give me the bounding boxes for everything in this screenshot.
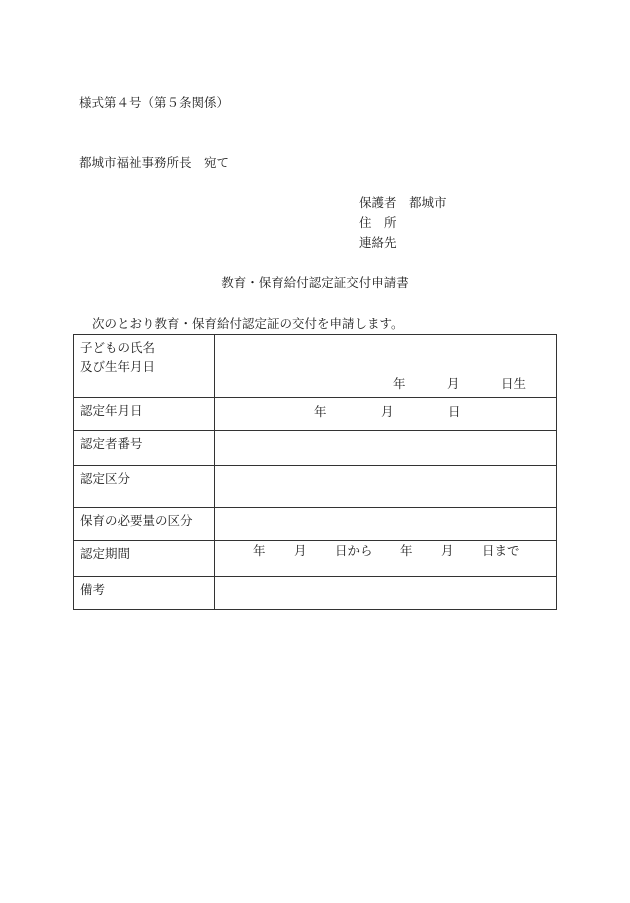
table-row	[74, 466, 557, 508]
child-name-cell[interactable]	[215, 335, 557, 398]
guardian-block	[359, 197, 447, 257]
start-year-unit: 年	[253, 543, 266, 558]
application-table	[73, 334, 557, 610]
certification-period-label: 認定期間	[74, 541, 215, 577]
birth-day-unit: 日生	[501, 376, 527, 391]
table-row	[74, 541, 557, 577]
table-row	[74, 431, 557, 466]
contact-line: 連絡先	[359, 235, 397, 250]
document-title: 教育・保育給付認定証交付申請書	[221, 275, 409, 290]
table-row	[74, 335, 557, 398]
table-row	[74, 508, 557, 541]
form-number: 様式第４号（第５条関係）	[79, 95, 230, 110]
start-month-unit: 月	[294, 543, 307, 558]
address-line: 住 所	[359, 215, 397, 230]
care-need-category-label: 保育の必要量の区分	[74, 508, 215, 541]
care-need-category-cell[interactable]	[215, 508, 557, 541]
table-row	[74, 577, 557, 610]
certification-category-label: 認定区分	[74, 466, 215, 508]
end-month-unit: 月	[441, 543, 454, 558]
table-row	[74, 398, 557, 431]
addressee: 都城市福祉事務所長 宛て	[79, 155, 230, 170]
end-until-text: 日まで	[482, 543, 520, 558]
certification-date-cell[interactable]	[215, 398, 557, 431]
certificate-number-cell[interactable]	[215, 431, 557, 466]
end-year-unit: 年	[400, 543, 413, 558]
cert-day-unit: 日	[448, 404, 461, 419]
certification-period-cell[interactable]	[215, 541, 557, 577]
intro-text: 次のとおり教育・保育給付認定証の交付を申請します。	[92, 316, 404, 331]
cert-month-unit: 月	[381, 404, 394, 419]
birth-month-unit: 月	[447, 376, 460, 391]
cert-year-unit: 年	[314, 404, 327, 419]
certificate-number-label: 認定者番号	[74, 431, 215, 466]
certification-category-cell[interactable]	[215, 466, 557, 508]
guardian-line: 保護者 都城市	[359, 195, 447, 210]
label-line: 及び生年月日	[80, 359, 156, 374]
remarks-label: 備考	[74, 577, 215, 610]
start-from-text: 日から	[335, 543, 373, 558]
child-name-label	[74, 335, 215, 398]
birth-year-unit: 年	[393, 376, 406, 391]
label-line: 子どもの氏名	[80, 340, 156, 355]
remarks-cell[interactable]	[215, 577, 557, 610]
certification-date-label: 認定年月日	[74, 398, 215, 431]
